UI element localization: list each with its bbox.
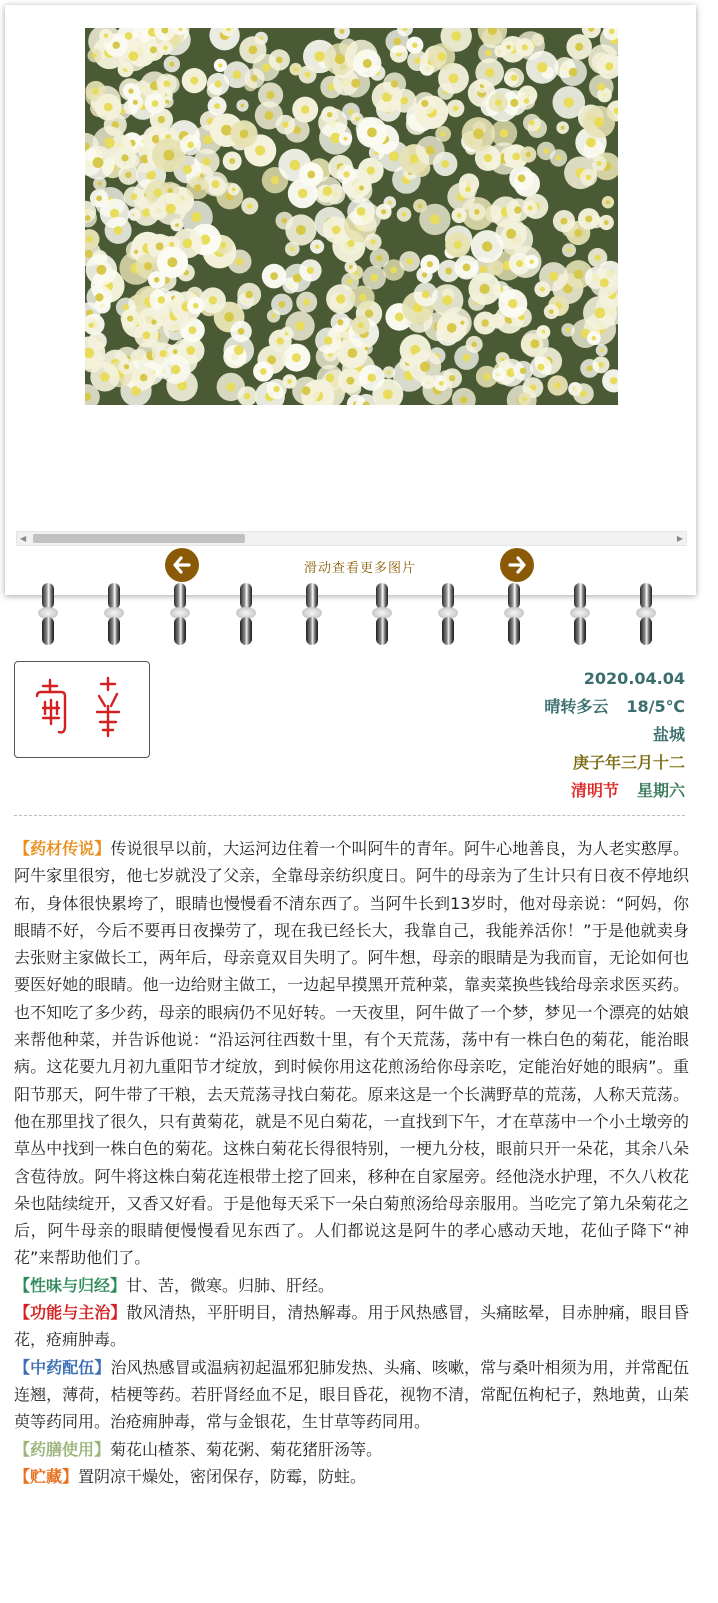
section-text: 传说很早以前，大运河边住着一个叫阿牛的青年。阿牛心地善良，为人老实憨厚。阿牛家里很穷，他七岁就没了父亲，全靠母亲纺织度日。阿牛的母亲为了生计只有日夜不停地织布，身体很快累垮了，眼睛也慢慢看不清东西了。当阿牛长到13岁时，他对母亲说：“阿妈，你眼睛不好，今后不要再日夜操劳了，现在我已经长大，我靠自己，我能养活你！”于是他就卖身去张财主家做长工，两年后，母亲竟双目失明了。阿牛想，母亲的眼睛是为我而盲，无论如何也要医好她的眼睛。他一边给财主做工，一边起早摸黑开荒种菜，靠卖菜换些钱给母亲求医买药。也不知吃了多少药，母亲的眼病仍不见好转。一天夜里，阿牛做了一个梦，梦见一个漂亮的姑娘来帮他种菜，并告诉他说：“沿运河往西数十里，有个天荒荡，荡中有一株白色的菊花，能治眼病。这花要九月初九重阳节才绽放，到时候你用这花煎汤给你母亲吃，定能治好她的眼病”。重阳节那天，阿牛带了干粮，去天荒荡寻找白菊花。原来这是一个长满野草的荒荡，人称天荒荡。他在那里找了很久，只有黄菊花，就是不见白菊花，一直找到下午，才在草荡中一个小土墩旁的草丛中找到一株白色的菊花。这株白菊花长得很特别，一梗九分枝，眼前只开一朵花，其余八朵含苞待放。阿牛将这株白菊花连根带土挖了回来，移种在自家屋旁。经他浇水护理，不久八枚花朵也陆续绽开，又香又好看。于是他每天采下一朵白菊煎汤给母亲服用。当吃完了第九朵菊花之后，阿牛母亲的眼睛便慢慢看见东西了。人们都说这是阿牛的孝心感动天地，花仙子降下“神花”来帮助他们了。	[14, 839, 689, 1268]
section-text: 置阴凉干燥处，密闭保存，防霉，防蛀。	[78, 1466, 367, 1486]
herb-description	[14, 835, 689, 1490]
lunar-date: 庚子年三月十二	[572, 753, 685, 772]
temperature: 18/5℃	[626, 697, 685, 716]
section-label: 【性味与归经】	[14, 1275, 127, 1295]
scroll-right-arrow-icon[interactable]: ▶	[676, 534, 683, 543]
binding-ring	[38, 583, 58, 647]
section-compatibility	[14, 1354, 689, 1436]
section-diet	[14, 1436, 689, 1463]
image-gallery-card	[5, 5, 696, 595]
binding-ring	[104, 583, 124, 647]
scrollbar-thumb[interactable]	[33, 534, 245, 543]
binding-ring	[570, 583, 590, 647]
chrysanthemum-seal-icon	[15, 662, 149, 757]
binding-ring	[170, 583, 190, 647]
gallery-hint: 滑动查看更多图片	[303, 561, 416, 576]
binding-ring	[636, 583, 656, 647]
section-label: 【药材传说】	[14, 839, 111, 858]
binding-ring	[372, 583, 392, 647]
section-legend	[14, 835, 689, 1272]
dashed-divider	[14, 815, 685, 816]
gallery-scrollbar[interactable]	[16, 531, 687, 546]
calendar-binding-rings	[0, 583, 718, 655]
arrow-left-icon	[172, 555, 192, 575]
section-label: 【中药配伍】	[14, 1357, 111, 1377]
binding-ring	[236, 583, 256, 647]
chrysanthemum-photo[interactable]	[85, 28, 618, 405]
weekday: 星期六	[636, 781, 685, 800]
section-text: 治风热感冒或温病初起温邪犯肺发热、头痛、咳嗽，常与桑叶相须为用，并常配伍连翘，薄荷，桔梗等药。若肝肾经血不足，眼目昏花，视物不清，常配伍枸杞子，熟地黄，山茱萸等药同用。治疮痈肿毒，常与金银花，生甘草等药同用。	[14, 1357, 689, 1432]
weather-row	[544, 693, 685, 721]
flower-field-image	[85, 28, 618, 405]
arrow-right-icon	[507, 555, 527, 575]
term-weekday-row	[544, 777, 685, 805]
section-label: 【药膳使用】	[14, 1439, 111, 1459]
solar-term: 清明节	[570, 781, 619, 800]
section-label: 【贮藏】	[14, 1466, 79, 1486]
section-nature	[14, 1272, 689, 1299]
date: 2020.04.04	[583, 669, 685, 688]
prev-image-button[interactable]	[165, 548, 199, 582]
binding-ring	[302, 583, 322, 647]
seal-stamp	[14, 661, 150, 758]
weather-text: 晴转多云	[544, 697, 609, 716]
section-text: 散风清热，平肝明目，清热解毒。用于风热感冒，头痛眩晕，目赤肿痛，眼目昏花，疮痈肿毒。	[14, 1303, 689, 1350]
section-label: 【功能与主治】	[14, 1303, 127, 1323]
gallery-nav	[5, 548, 696, 586]
city: 盐城	[652, 725, 685, 744]
section-text: 甘、苦，微寒。归肺、肝经。	[126, 1275, 335, 1295]
section-function	[14, 1299, 689, 1354]
scroll-left-arrow-icon[interactable]: ◀	[20, 534, 27, 543]
section-text: 菊花山楂茶、菊花粥、菊花猪肝汤等。	[110, 1439, 383, 1459]
section-storage	[14, 1463, 689, 1490]
next-image-button[interactable]	[500, 548, 534, 582]
date-weather-panel	[544, 665, 685, 805]
binding-ring	[504, 583, 524, 647]
binding-ring	[438, 583, 458, 647]
